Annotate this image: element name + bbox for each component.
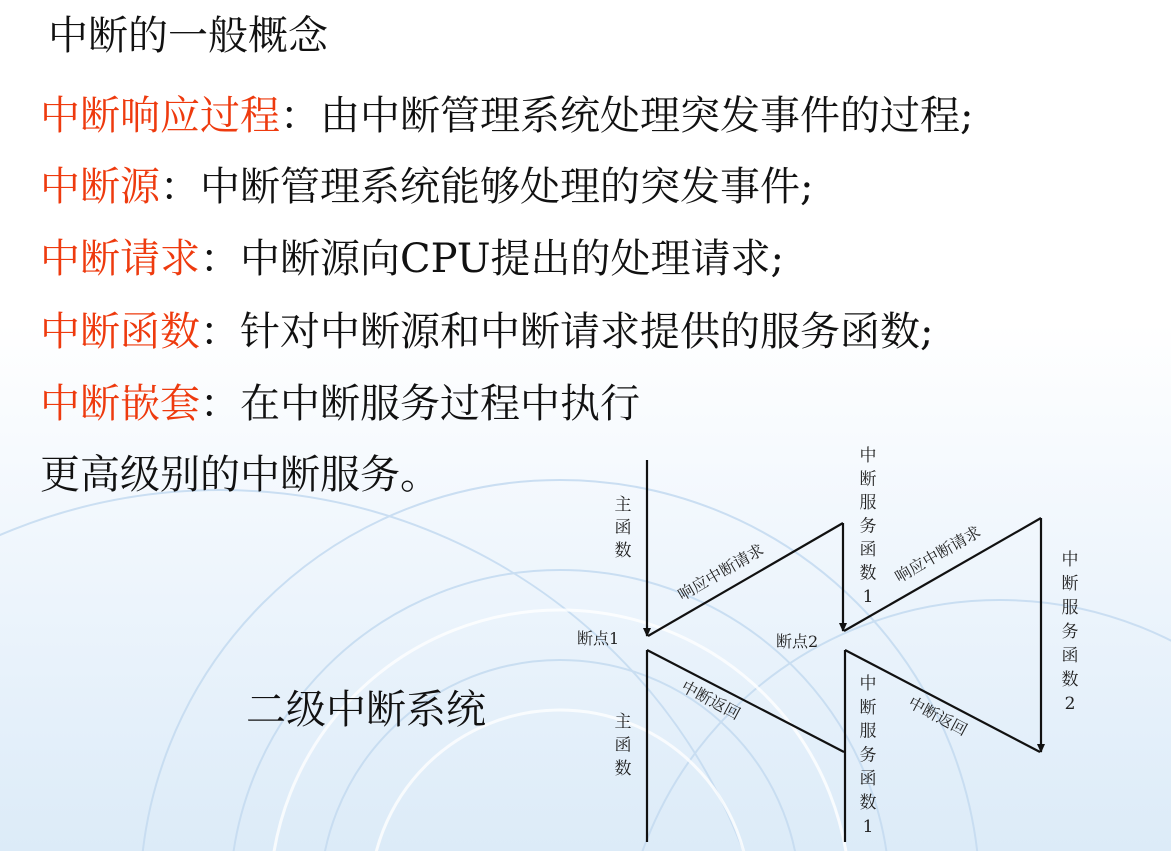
respond-label-2: 响应中断请求: [891, 522, 985, 587]
term: 中断嵌套: [40, 381, 200, 427]
diagram-caption: 二级中断系统: [246, 687, 486, 733]
main-function-label-bottom: 主函数: [614, 712, 632, 779]
return-line-1: [647, 650, 844, 752]
breakpoint-1-label: 断点1: [577, 629, 620, 648]
separator: ：: [160, 164, 200, 210]
definition-text: 中断管理系统能够处理的突发事件;: [200, 164, 814, 210]
term: 中断请求: [40, 236, 200, 282]
breakpoint-2-label: 断点2: [776, 632, 819, 651]
return-label-2: 中断返回: [905, 692, 971, 740]
separator: ：: [200, 309, 240, 355]
respond-line-1: [648, 523, 843, 636]
separator: ：: [200, 381, 240, 427]
definition-text: 由中断管理系统处理突发事件的过程;: [320, 93, 974, 139]
slide-title: 中断的一般概念: [48, 13, 328, 59]
separator: ：: [200, 236, 240, 282]
isr2-label: 中断服务函数 2: [1061, 550, 1079, 714]
definition-text: 中断源向CPU提出的处理请求;: [240, 236, 785, 282]
definition-text: 针对中断源和中断请求提供的服务函数;: [240, 309, 934, 355]
definition-text: 在中断服务过程中执行: [240, 381, 640, 427]
return-label-1: 中断返回: [678, 676, 744, 724]
definition-interrupt-nesting-continuation: 更高级别的中断服务。: [40, 452, 440, 498]
respond-label-1: 响应中断请求: [674, 540, 768, 605]
term: 中断源: [40, 164, 160, 210]
main-function-label-top: 主函数: [614, 495, 632, 561]
isr1-label-bottom: 中断服务函数 1: [859, 674, 877, 837]
separator: ：: [280, 93, 320, 139]
term: 中断响应过程: [40, 93, 280, 139]
isr1-label-top: 中断服务函数 1: [859, 446, 877, 607]
term: 中断函数: [40, 309, 200, 355]
